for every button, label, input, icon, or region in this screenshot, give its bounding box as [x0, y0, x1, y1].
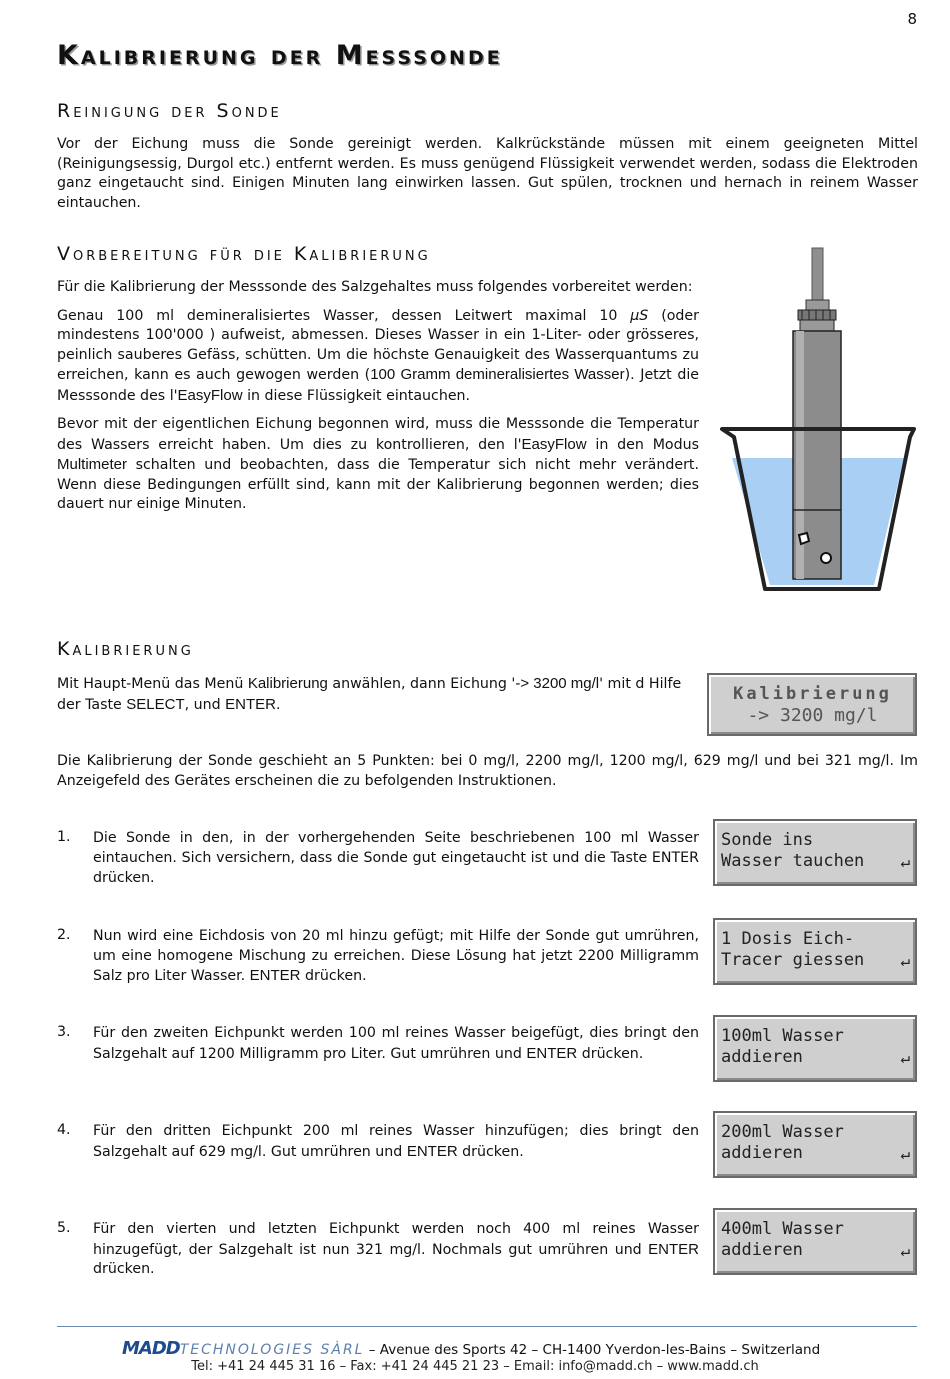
footer-divider: [57, 1326, 917, 1327]
lcd-line-2: Wasser tauchen ↵: [721, 851, 910, 871]
section-heading-vorbereitung: Vorbereitung für die Kalibrierung: [57, 243, 431, 265]
lcd-line-1: 1 Dosis Eich-: [721, 929, 855, 949]
madd-logo: MADD: [122, 1338, 180, 1359]
highlight-enter: ENTER: [648, 1240, 699, 1258]
lcd-line-2: addieren ↵: [721, 1047, 910, 1067]
enter-key-icon: ↵: [900, 1241, 910, 1260]
vorbereitung-para-3: Bevor mit der eigentlichen Eichung begonnen wird, muss die Messsonde die Temperatur des Wassers erreicht haben. Um dies zu kontrollieren, den l'EasyFlow in den Modus Multimeter schalten und beobachten, dass die Temperatur sich nicht mehr verändert. Wenn diese Bedingungen erfüllt sind, kann mit der Kalibrierung begonnen werden; dies dauert nur einige Minuten.: [57, 416, 699, 512]
highlight-easyflow-2: EasyFlow: [521, 435, 587, 453]
vorbereitung-para-1: Für die Kalibrierung der Messsonde des Salzgehaltes muss folgendes vorbereitet werden:: [57, 279, 693, 295]
company-address: – Avenue des Sports 42 – CH-1400 Yverdon-les-Bains – Switzerland: [364, 1342, 821, 1358]
kalibrierung-intro: Mit Haupt-Menü das Menü Kalibrierung anwählen, dann Eichung '-> 3200 mg/l' mit d Hilfe der Taste SELECT, und ENTER.: [57, 675, 682, 713]
page-title: Kalibrierung der Messsonde: [57, 40, 503, 71]
enter-key-icon: ↵: [900, 1048, 910, 1067]
step-text: Für den zweiten Eichpunkt werden 100 ml reines Wasser beigefügt, dies bringt den Salzgehalt auf 1200 Milligramm pro Liter. Gut umrühren und ENTER drücken.: [93, 1025, 699, 1062]
lcd-line-1: 200ml Wasser: [721, 1122, 844, 1142]
lcd-display: [713, 918, 917, 985]
highlight-select: SELECT: [126, 695, 185, 713]
lcd-display: [713, 1208, 917, 1275]
section-heading-reinigung: Reinigung der Sonde: [57, 100, 282, 122]
highlight-multimeter: Multimeter: [57, 456, 128, 473]
step-text: Für den vierten und letzten Eichpunkt werden noch 400 ml reines Wasser hinzugefügt, der Salzgehalt ist nun 321 mg/l. Nochmals gut umrühren und ENTER drücken.: [93, 1221, 699, 1277]
lcd-line-2: -> 3200 mg/l: [747, 705, 878, 726]
kalibrierung-points-text: Die Kalibrierung der Sonde geschieht an 5 Punkten: bei 0 mg/l, 2200 mg/l, 1200 mg/l, 629 mg/l und bei 321 mg/l. Im Anzeigefeld des Gerätes erscheinen die zu befolgenden Instruktionen.: [57, 753, 918, 789]
highlight-easyflow: EasyFlow: [177, 386, 243, 404]
step-text: Für den dritten Eichpunkt 200 ml reines Wasser hinzufügen; dies bringt den Salzgehalt auf 629 mg/l. Gut umrühren und ENTER drücken.: [93, 1123, 699, 1160]
step-text: Nun wird eine Eichdosis von 20 ml hinzu gefügt; mit Hilfe der Sonde gut umrühren, um eine homogene Mischung zu erreichen. Diese Lösung hat jetzt 2200 Milligramm Salz pro Liter Wasser. ENTER drücken.: [93, 928, 699, 984]
step-number: 1.: [57, 829, 71, 845]
highlight-kalibrierung: Kalibrierung: [247, 675, 328, 692]
lcd-line-1: 400ml Wasser: [721, 1219, 844, 1239]
lcd-display: [713, 819, 917, 886]
vorbereitung-para-2: Genau 100 ml demineralisiertes Wasser, dessen Leitwert maximal 10 µS (oder mindestens 100'000 ) aufweist, abmessen. Dieses Wasser in ein 1-Liter- oder grösseres, peinlich sauberes Gefäss, schütten. Um die höchste Genauigkeit des Wasserquantums zu erreichen, kann es auch gewogen werden (100 Gramm demineralisiertes Wasser). Jetzt die Messsonde des l'EasyFlow in diese Flüssigkeit eintauchen.: [57, 307, 700, 404]
highlight-enter: ENTER: [406, 1142, 458, 1160]
highlight-enter: ENTER: [249, 967, 301, 984]
enter-key-icon: ↵: [900, 951, 910, 970]
highlight-enter: ENTER: [225, 695, 277, 713]
step-number: 3.: [57, 1024, 71, 1040]
probe-in-beaker-illustration: [718, 245, 918, 595]
lcd-display: [713, 1111, 917, 1178]
company-name: TECHNOLOGIES SÀRL: [179, 1342, 365, 1358]
lcd-display: [713, 1015, 917, 1082]
step-number: 2.: [57, 927, 71, 943]
enter-key-icon: ↵: [900, 1144, 910, 1163]
lcd-line-1: Kalibrierung: [733, 684, 892, 704]
footer-address-line: [122, 1338, 820, 1359]
step-number: 4.: [57, 1122, 71, 1138]
enter-key-icon: ↵: [900, 852, 910, 871]
vorbereitung-text: [57, 278, 699, 524]
lcd-kalibrierung: [707, 673, 917, 736]
highlight-3200: -> 3200 mg/l: [515, 675, 600, 692]
step-number: 5.: [57, 1220, 71, 1236]
lcd-line-1: 100ml Wasser: [721, 1026, 844, 1046]
lcd-line-2: addieren ↵: [721, 1143, 910, 1163]
footer-contact-line: Tel: +41 24 445 31 16 – Fax: +41 24 445 21 23 – Email: info@madd.ch – www.madd.ch: [191, 1359, 759, 1374]
reinigung-text: Vor der Eichung muss die Sonde gereinigt werden. Kalkrückstände müssen mit einem geeigneten Mittel (Reinigungsessig, Durgol etc.) entfernt werden. Es muss genügend Flüssigkeit verwendet werden, sodass die Elektroden ganz eingetaucht sind. Einigen Minuten lang einwirken lassen. Gut spülen, trocknen und hernach in reinem Wasser eintauchen.: [57, 136, 918, 211]
lcd-line-2: Tracer giessen ↵: [721, 950, 910, 970]
page-number: 8: [907, 10, 917, 28]
highlight-enter: ENTER: [526, 1044, 578, 1062]
lcd-line-1: Sonde ins: [721, 830, 814, 850]
step-text: Die Sonde in den, in der vorhergehenden Seite beschriebenen 100 ml Wasser eintauchen. Sich versichern, dass die Sonde gut eingetaucht ist und die Taste ENTER drücken.: [93, 830, 699, 886]
highlight-100-gramm: 100 Gramm demineralisiertes Wasser: [370, 366, 625, 383]
lcd-line-2: addieren ↵: [721, 1240, 910, 1260]
section-heading-kalibrierung: Kalibrierung: [57, 638, 194, 660]
